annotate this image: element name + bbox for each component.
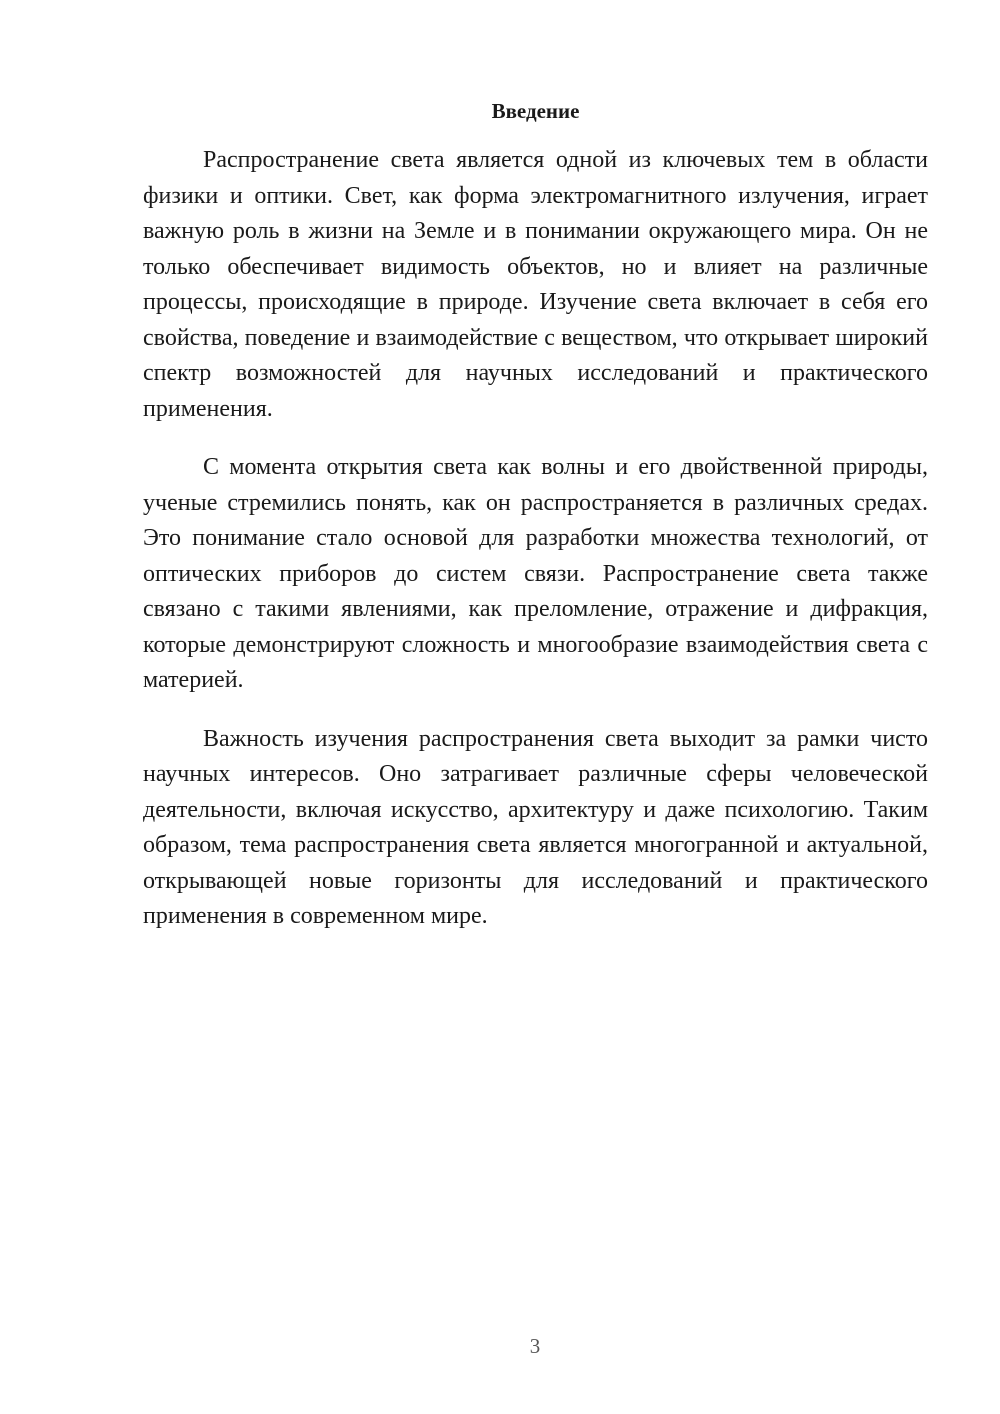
paragraph-1: Распространение света является одной из ключевых тем в области физики и оптики. Свет, как форма электромагнитного излучения, играет важную роль в жизни на Земле и в понимании окружающего мира. Он не только обеспечивает видимость объектов, но и влияет на различные процессы, происходящие в природе. Изучение света включает в себя его свойства, поведение и взаимодействие с веществом, что открывает широкий спектр возможностей для научных исследований и практического применения.	[143, 147, 928, 422]
paragraph-3: Важность изучения распространения света выходит за рамки чисто научных интересов. Оно затрагивает различные сферы человеческой деятельности, включая искусство, архитектуру и даже психологию. Таким образом, тема распространения света является многогранной и актуальной, открывающей новые горизонты для исследований и практического применения в современном мире.	[143, 725, 928, 929]
body-text	[143, 143, 928, 958]
page-title: Введение	[491, 99, 580, 123]
page-number: 3	[529, 1334, 541, 1358]
paragraph-2: С момента открытия света как волны и его двойственной природы, ученые стремились понять, как он распространяется в различных средах. Это понимание стало основой для разработки множества технологий, от оптических приборов до систем связи. Распространение света также связано с такими явлениями, как преломление, отражение и дифракция, которые демонстрируют сложность и многообразие взаимодействия света с материей.	[143, 454, 928, 693]
